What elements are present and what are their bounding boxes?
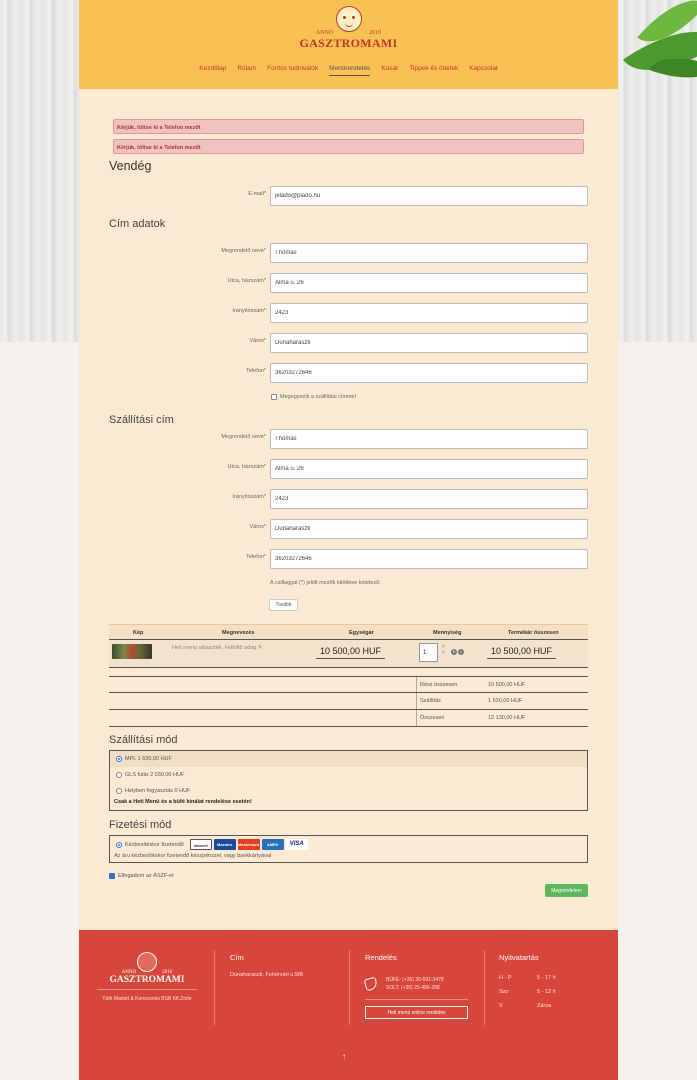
ship-phone-label: Telefon* [246,554,266,560]
cart-header [109,624,588,640]
nav-tippek[interactable]: Tippek és ötletek [409,65,459,72]
grandma-face-icon [137,952,157,972]
footer-phone-2[interactable]: SOLT: (+36) 25-486-288 [386,985,440,991]
footer-phone-1[interactable]: BÜFÉ: (+36) 30-691-3478 [386,977,444,983]
line-total: 10 500,00 HUF [487,644,556,659]
hours-row: Szo 5 - 12 h [499,989,556,995]
footer-order-title: Rendelés [365,953,397,962]
name-field[interactable] [270,243,588,263]
unit-price: 10 500,00 HUF [316,644,385,659]
radio-icon[interactable] [116,788,122,794]
nav-menurendeles[interactable]: Menürendelés [329,65,370,76]
guest-title: Vendég [109,159,152,173]
footer-line [365,999,468,1000]
quantity-input[interactable]: 1 [419,643,438,662]
quantity-stepper[interactable]: ˄ ˅ [442,644,445,656]
ship-street-label: Utca, házszám* [227,464,266,470]
nav-fontos-tudnivalok[interactable]: Fontos tudnivalók [267,65,319,72]
city-label: Város* [249,338,266,344]
phone-label: Telefon* [246,368,266,374]
col-total: Termékár összesen [508,630,559,636]
address-title: Cím adatok [109,218,166,230]
nav-rolam[interactable]: Rólam [237,65,257,72]
subtotal-value: 10 500,00 HUF [488,682,526,688]
email-label: E-mail* [248,191,266,197]
shipping-method-box [109,750,588,811]
zip-label: Irányítószám* [232,308,266,314]
email-field[interactable] [270,186,588,206]
cash-on-delivery-icon: utánvét [190,839,212,850]
checkbox-checked-icon[interactable] [109,873,115,879]
same-address-label: Megegyezik a szállítási címmel [280,394,356,400]
weekly-menu-order-button[interactable]: Heti menü online rendelés [365,1006,468,1019]
footer-hours-title: Nyitvatartás [499,953,539,962]
ship-city-label: Város* [249,524,266,530]
remove-icon[interactable]: × [459,649,463,654]
shipping-value: 1 630,00 HUF [488,698,523,704]
address-name-row [179,243,588,263]
payment-method-title: Fizetési mód [109,819,172,831]
nav-kapcsolat[interactable]: Kapcsolat [469,65,498,72]
amex-icon: AMEX [262,839,284,850]
logo-year-left: ANNO [315,30,334,36]
address-phone-row [179,363,588,383]
radio-icon[interactable] [116,772,122,778]
email-row [179,186,588,206]
footer-logo[interactable]: ANNO 2010 GASZTROMAMI Tóth Mariett & Konecsnés BSB Kft.Zóde [97,952,197,1002]
subtotal-row [109,676,588,693]
terms-label: Elfogadom az ÁSZF-et [118,873,174,879]
hours-row: H - P 5 - 17 h [499,975,556,981]
zip-field[interactable] [270,303,588,323]
hours-row: V Zárva [499,1003,552,1009]
address-city-row [179,333,588,353]
required-note: A csillaggal (*) jelölt mezők kitöltése kötelező. [270,580,381,586]
col-quantity: Mennyiség [433,630,462,636]
shipping-method-title: Szállítási mód [109,734,178,746]
checkbox-icon[interactable] [271,394,277,400]
order-button[interactable]: Megrendelem [545,884,588,897]
payment-method-box [109,835,588,863]
same-address-checkbox[interactable] [271,394,356,400]
product-name[interactable]: Heti menü választék, Feltöltő adag ✎ [172,645,263,651]
site-footer [79,930,618,1080]
ship-zip-row [179,489,588,509]
visa-icon: VISA [286,839,308,850]
footer-hours [499,953,599,1009]
shipping-label: Szállítás [420,698,441,704]
ship-street-field[interactable] [270,459,588,479]
shipping-option-pickup[interactable]: Helyben fogyasztás 0 HUF [110,783,587,799]
continue-button[interactable]: Tovább [269,599,298,611]
terms-checkbox[interactable] [109,873,174,879]
radio-icon[interactable] [116,756,122,762]
error-alert: Kérjük, töltse ki a Telefon mezőt [113,139,584,154]
ship-city-row [179,519,588,539]
ship-zip-label: Irányítószám* [232,494,266,500]
footer-company: Tóth Mariett & Konecsnés BSB Kft.Zóde [102,996,192,1002]
logo-year-right: 2010 [369,30,382,36]
street-field[interactable] [270,273,588,293]
ship-city-field[interactable] [270,519,588,539]
col-name: Megnevezés [222,630,255,636]
mastercard-icon: Mastercard [238,839,260,850]
subtotal-label: Rész összesen [420,682,458,688]
address-zip-row [179,303,588,323]
total-value: 12 130,00 HUF [488,715,526,721]
ship-zip-field[interactable] [270,489,588,509]
radio-icon[interactable] [116,842,122,848]
ship-phone-field[interactable] [270,549,588,569]
address-street-row [179,273,588,293]
footer-order [365,953,475,1016]
scroll-top-icon[interactable]: ↑ [342,1052,346,1061]
product-image [112,644,152,659]
phone-icon [364,977,379,992]
phone-field[interactable] [270,363,588,383]
total-label: Összesen [420,715,445,721]
cart-table [109,624,588,727]
shipping-row [109,693,588,710]
footer-divider [214,950,215,1025]
shipping-option-gls[interactable]: GLS futár 2 030,00 HUF [110,767,587,783]
footer-address-title: Cím [230,953,244,962]
page-container [79,0,618,1080]
payment-note: Az áru kézbesítéskor fizetendő készpénzzel, vagy bankkártyával [114,853,272,859]
city-field[interactable] [270,333,588,353]
footer-address-text: Dunaharaszti, Fehérvári u.9/B [230,972,304,978]
shipping-address-title: Szállítási cím [109,414,174,426]
ship-name-row [179,429,588,449]
leaf-decoration [617,0,697,95]
name-label: Megrendelő neve* [221,248,266,254]
shipping-option-mpl[interactable]: MPL 1 630,00 HUF [110,751,587,767]
ship-name-field[interactable] [270,429,588,449]
footer-logo-name: GASZTROMAMI [97,975,197,990]
ship-phone-row [179,549,588,569]
refresh-icon[interactable]: ↻ [452,649,456,654]
ship-name-label: Megrendelő neve* [221,434,266,440]
col-unit-price: Egységár [349,630,374,636]
logo-name: GASZTROMAMI [299,36,398,50]
payment-option-cod[interactable]: Kézbesítéskor fizetendő utánvét Maestro Mastercard AMEX VISA [110,836,587,853]
site-logo[interactable] [79,6,618,51]
nav-kezdolap[interactable]: Kezdőlap [199,65,227,72]
street-label: Utca, házszám* [227,278,266,284]
grandma-face-icon [336,6,362,32]
nav-kosar[interactable]: Kosár [381,65,399,72]
site-header [79,0,618,89]
footer-address [230,953,303,978]
col-image: Kép [133,630,144,636]
error-alert: Kérjük, töltse ki a Telefon mezőt [113,119,584,134]
table-row [109,640,588,668]
main-nav [79,65,618,76]
maestro-icon: Maestro [214,839,236,850]
total-row [109,710,588,727]
ship-street-row [179,459,588,479]
footer-divider [484,950,485,1025]
shipping-note: Csak a Heti Menü és a büfé kínálat rendelése esetén! [114,799,252,805]
footer-divider [349,950,350,1025]
